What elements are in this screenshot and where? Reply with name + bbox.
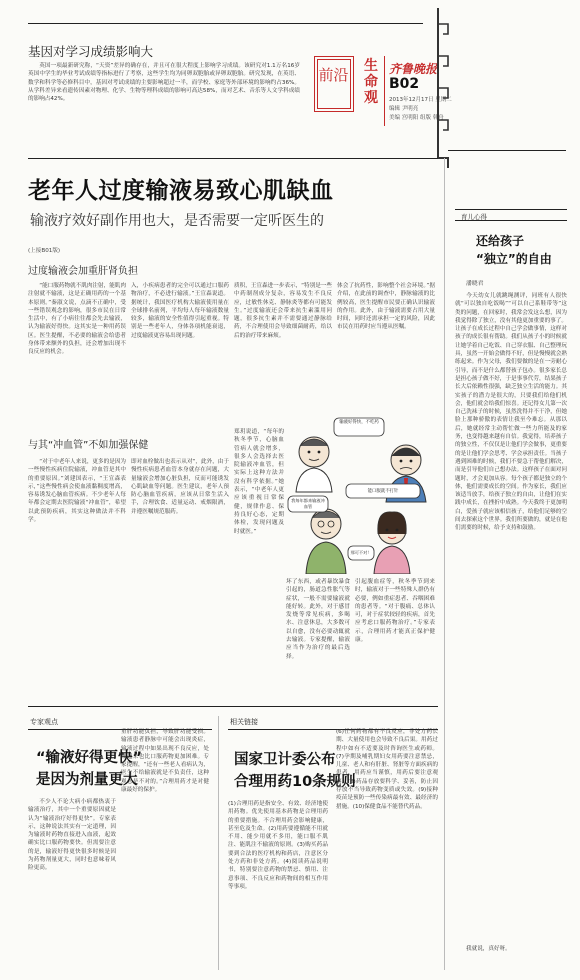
headline-top-rule [28,158,438,159]
section2-column-4: 坏了东西，或者暴饮暴食引起的，肠道急性胀气等症状，一般不需要输液就能好转。此外，对于感冒发烧等常见疾病，多喝水、注意休息，大多数可以自愈，没有必要动辄就去输液。专家提醒，输液应当作为治疗的最后选择。 [286,579,350,660]
editor-line: 编辑 尹明亮 [389,106,419,112]
continued-note: (上接B01版) [28,248,61,254]
top-rule [28,23,423,24]
column-closing: 我就说，真好呀。 [466,946,511,952]
front-label-box [314,56,354,112]
bottom-divider [218,716,219,970]
bottom-section-rule [28,706,438,707]
related-column-2: (6)任何药物都有不良反应，非处方药长期、大量使用也会导致不良后果。用药过程中如有不适要及时咨询医生或药师。(7)孕期及哺乳期妇女用药要注意禁忌，儿童、老人和有肝脏、肾脏等方面疾病的患者，用药应当谨慎，用药后要注意观察。(8)药品存放要科学、妥善，防止因存放不当导致药物变质或失效。(9)接种疫苗是预防一些传染病最有效、最经济的措施。(10)保健食品不能替代药品。 [336,729,438,810]
expert-title-line1: “输液好得更快” [36,750,143,766]
section1-column-4: 体会了抗药性，影响整个社会环境。”据介绍，在此前的调查中，静脉输液的比例较高，医生提醒市民要正确认识输液的作用。此外，由于输液需要占用大量时间，同时还需承担一定的风险，因此市民在用药时应当遵从医嘱。 [337,283,435,331]
header-right-rule [448,150,566,151]
main-title: 老年人过度输液易致心肌缺血 [28,178,334,204]
date-line: 2013年12月17日 星期二 [389,97,452,103]
section1-column-2: 入，小疾病患者的完全可以通过口服药物治疗，不必进行输液。”王宣森说道。据统计，我国医疗机构大输液使用量在全球排名前列，平均每人每年输液数量较多，输液的安全性值得引起重视。特别是一些老年人，身体各项机能衰退，过度输液更容易出现问题。 [131,283,229,339]
cartoon-bubble-3: 我每年都来输液冲血管 [291,498,325,509]
expert-title-line2: 是因为剂量更大 [36,772,138,788]
column-category-bar [455,209,567,221]
section-divider [384,56,385,126]
front-label: 前沿 [318,66,349,84]
column-category: 育儿心得 [461,212,487,221]
right-column-divider [444,158,445,970]
expert-column-1: 不少人不论大病小病都热衷于输液治疗，其中一个重要原因就是认为“输液治疗好得更快”。专家表示，这种说法其实有一定道理，因为输液时药物直接进入血液，起效确实比口服药物要快。但需要注意的是，输液好得更快很多时候是因为药物剂量更大，同时也意味着风险更高。 [28,799,116,872]
cartoon-illustration [286,412,436,574]
newspaper-name: 齐鲁晚报 [389,62,438,76]
section1-column-3: 质积，王宣森进一步表示，“特别是一些中药制剂成分复杂，容易发生不良反应，过敏性休克、静脉炎等都有可能发生。”过度输液还会带来抗生素滥用问题，很多抗生素并不需要通过静脉给药，不合理使用会导致细菌耐药，给以后的治疗带来麻烦。 [234,283,332,339]
expert-column-2: 重肝功能负担，导致肝功能受损。输液患者静脉中可能会出现炎症，输液过程中如果出现不良反应，处理起来也比口服药物更加困难。专家提醒，“还有一些老人看病认为，医生不给输液就是不负责任，这种观念是不对的。”合理用药才是对健康最好的保护。 [121,729,209,794]
related-label: 相关链接 [230,718,258,726]
top-article-body: 英国一项最新研究称，“天资”差异的确存在，并且可在很大程度上影响学习成绩。该研究对1.1万名16岁英国中学生的毕业考试成绩等指标进行了考察，这些学生均为同卵双胞胎或异卵双胞胎。研究发现，在英语、数学和科学等必修科目中，基因对考试成绩的主要影响超过一半，而学校、家庭等外部环境的影响约占36%。从学科差异来看遗传因素对物理、化学、生物等理科成绩的影响可高达58%，而对艺术、音乐等人文学科成绩的影响占42%。 [28,63,300,103]
main-subtitle: 输液疗效好副作用也大，是否需要一定听医生的 [30,213,324,229]
section2-column-2: 即对血栓做出也表示从对“，此外，由于慢性疾病患者血管本身就存在问题，大量输液会增加心脏负担，反而可能诱发心肌缺血等问题。医生建议，老年人预防心脑血管疾病，应该从日常生活入手，合理饮食、适量运动、戒烟限酒，并遵医嘱规范服药。 [131,459,229,515]
related-title-line2: 合理用药10条规则 [234,774,356,790]
section2-column-1: “对于中老年人来说，更多的是因为一些慢性疾病住院输液，冲血管是其中的重要原因。”刘建国表示，“王宣森表示，”这些慢性病会使血液黏稠度增高，容易诱发心脑血管疾病。不少老年人每年都会定期去医院输液“冲血管”，希望以此预防疾病，其实这种做法并不科学。 [28,459,126,524]
cartoon-bubble-2: 能口服就不打针 [367,489,399,494]
section2-heading: 与其“冲血管”不如加强保健 [28,440,149,451]
section2-column-5: 引起腹血症等，秋冬季节到来时，输液对于一些特殊人群仍有必要，例如重症患者、吞咽困难的患者等。“对于腹痛、总体认可，对于症状较轻的疾病，首先应考虑口服药物治疗。”专家表示，合理用药才能真正保护健康。 [355,579,435,644]
top-article-title: 基因对学习成绩影响大 [28,44,154,59]
page-code: B02 [389,76,420,92]
cartoon-bubble-1: 输液好得快，不吃药 [339,420,379,425]
section1-column-1: “能口服药物就不肌肉注射，能肌肉注射就不输液，这是正确用药的一个基本原则。”秦淑文说，点滴不正确中，受一些错误观念的影响，很多市民在日常生活中，有了小病往往都会先去输液，认为输液好得快。这其实是一种用药误区。医生提醒，不必要的输液会给患者身体带来额外的负担，还会增加出现不良反应的机会。 [28,283,126,356]
related-column-1: (1)合理用药是指安全、有效、经济地使用药物。优先使用基本药物是合理用药的重要措施。不合理用药会影响健康，甚至危及生命。(2)用药要遵循能不用就不用、能少用就不多用，能口服不肌注、能肌注不输液的原则。(3)购买药品要到合法的医疗机构和药店，注意区分处方药和非处方药。(4)阅读药品说明书，特别要注意药物的禁忌、慎用、注意事项、不良反应和药物间的相互作用等事项。 [228,801,328,890]
column-title-line1: 还给孩子 [476,234,525,248]
related-title-line1: 国家卫计委公布 [234,752,336,768]
section1-heading: 过度输液会加重肝肾负担 [28,266,138,277]
column-body: 今天幼女儿就跳绳测评，同班有人很快就“可以独自吃饭喝”“可以自己系鞋带等”这类的问题，在回家时，我常会发这么想，因为我觉得除了独立，没有其他更加重要的事了。让孩子在成长过程中自己学会做事情，这样对孩子的成长很有帮助。我们从孩子小的时候就让她学着自己吃饭、自己穿衣服、自己整理玩具，虽然一开始会做得不好，但是慢慢就会熟练起来。作为父母，我们要做的是在一旁耐心引导，而不是什么都替孩子包办。很多家长总是担心孩子做不好，于是事事代劳，结果孩子长大后依赖性很强，缺乏独立生活的能力。其实孩子的潜力是很大的，只要我们给他们机会，他们就会给我们惊喜。还记得女儿第一次自己洗袜子的时候，虽然洗得并不干净，但她脸上那种骄傲的表情让我至今难忘。从那以后，她就经常主动帮忙做一些力所能及的家务，也变得越来越有自信。我觉得，培养孩子的独立性，不仅仅是让他们学会做事，更重要的是让他们学会思考、学会承担责任。当孩子遇到困难的时候，我们不要急于帮他们解决，而是引导他们自己想办法。这样孩子在面对问题时，才会更加从容。每个孩子都是独立的个体，他们需要成长的空间。作为家长，我们应该适当放手，给孩子独立的自由，让他们在实践中成长，在挫折中成熟。今天我终于更加明白，爱孩子就应该相信孩子，给他们足够的空间去探索这个世界。我们所要做的，就是在他们需要的时候，给予支持和鼓励。 [455,293,567,532]
design-line: 美编 宫明阳 组版 韩舟 [389,115,444,121]
column-author: 潘晓君 [466,281,484,287]
expert-label: 专家观点 [30,718,58,726]
column-title-line2: “独立”的自由 [476,252,552,266]
section-label: 生命观 [364,58,378,106]
section2-column-3: 郑玥说道，“每年的秋冬季节，心脑血管病人就会增多，很多人会选择去医院输液冲血管，但实际上这种方法并没有科学依据。”她表示，“中老年人更应该重视日常保健，规律作息、保持良好心态，定期体检，发现问题及时就医。” [234,429,284,535]
fret-ornament-icon [432,8,452,168]
cartoon-bubble-4: 那可不对！ [350,550,372,555]
